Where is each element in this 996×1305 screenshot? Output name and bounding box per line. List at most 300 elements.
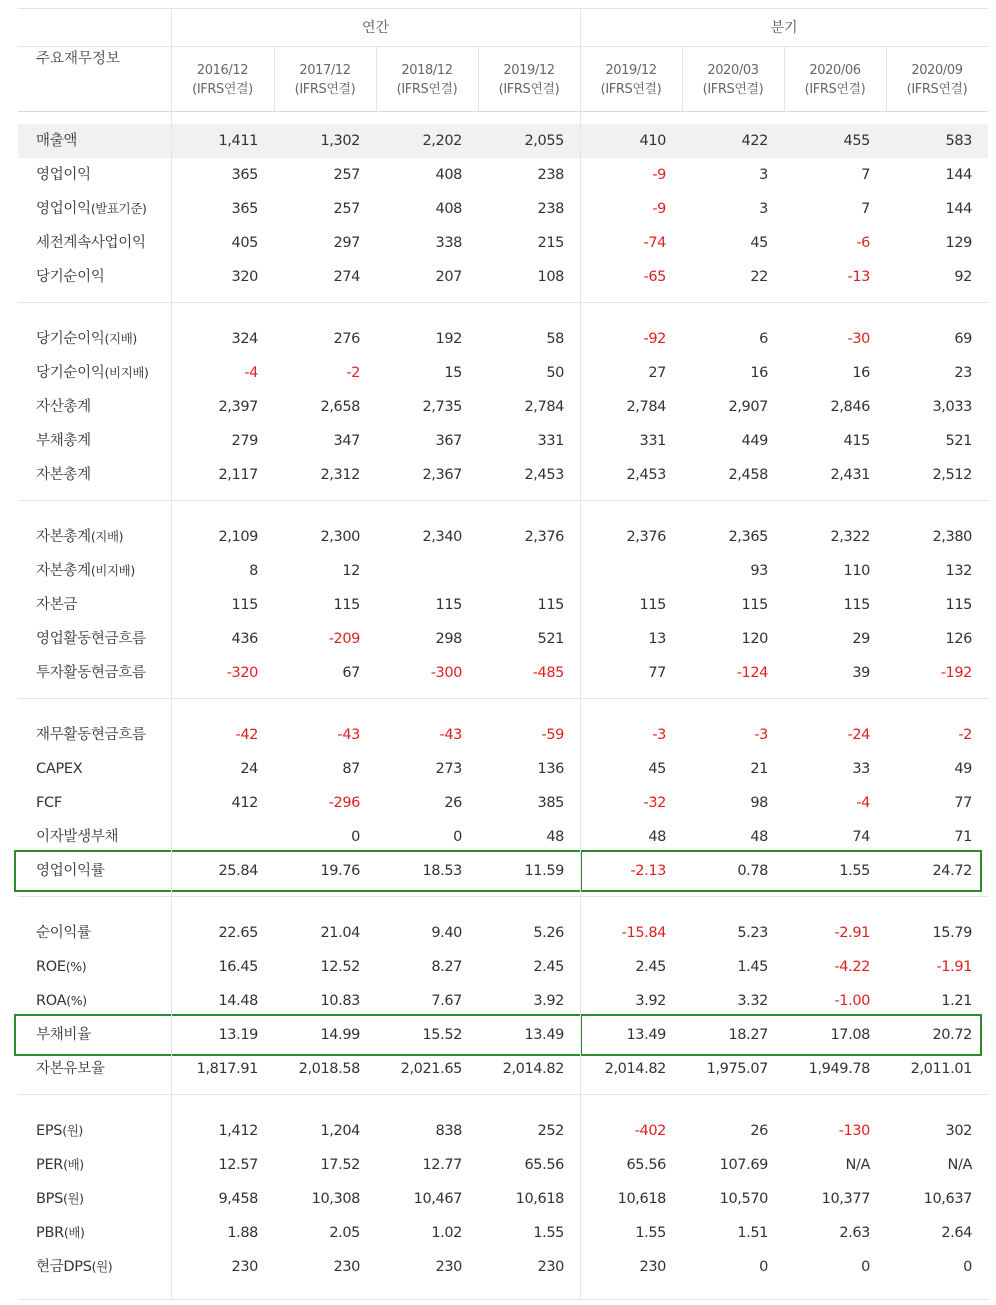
- table-cell: 12.57: [218, 1157, 258, 1173]
- row-label: [18, 1148, 171, 1182]
- table-cell: 3.32: [737, 993, 768, 1009]
- table-cell: 331: [639, 433, 666, 449]
- table-cell: 17.52: [320, 1157, 360, 1173]
- table-cell: -2: [346, 365, 360, 381]
- table-cell: 110: [843, 563, 870, 579]
- header-group-quarterly: 분기: [770, 20, 798, 36]
- table-row: [18, 588, 988, 622]
- table-row: [18, 1052, 988, 1086]
- period-basis: (IFRS연결): [498, 82, 560, 97]
- row-label-name: ROE: [36, 959, 66, 975]
- table-cell: 2,380: [932, 529, 972, 545]
- table-cell: -192: [940, 665, 972, 681]
- table-cell: 2.63: [839, 1225, 870, 1241]
- row-label-suffix: (비지배): [90, 563, 135, 578]
- table-cell: -1.91: [936, 959, 972, 975]
- table-cell: 7.67: [431, 993, 462, 1009]
- table-cell: 2,021.65: [400, 1061, 462, 1077]
- row-label-suffix: (발표기준): [90, 201, 147, 216]
- row-label-suffix: (배): [63, 1157, 84, 1172]
- table-cell: 5.26: [533, 925, 564, 941]
- table-cell: 2,658: [320, 399, 360, 415]
- row-label-suffix: (배): [63, 1225, 85, 1240]
- table-cell: 0.78: [737, 863, 768, 879]
- table-cell: 87: [342, 761, 360, 777]
- period-date: 2018/12: [401, 63, 453, 78]
- header-period: [682, 47, 784, 113]
- table-cell: 132: [945, 563, 972, 579]
- table-row: [18, 322, 988, 356]
- period-basis: (IFRS연결): [702, 82, 764, 97]
- row-label: [18, 916, 171, 950]
- period-basis: (IFRS연결): [600, 82, 662, 97]
- table-title: 주요재무정보: [36, 51, 121, 67]
- row-label-name: 영업활동현금흐름: [36, 631, 146, 647]
- table-cell: 320: [231, 269, 258, 285]
- table-cell: -209: [328, 631, 360, 647]
- table-cell: -65: [643, 269, 666, 285]
- table-cell: 14.99: [320, 1027, 360, 1043]
- table-cell: 2,312: [320, 467, 360, 483]
- table-cell: 10,570: [719, 1191, 768, 1207]
- row-label: [18, 1216, 171, 1250]
- table-cell: 10,618: [617, 1191, 666, 1207]
- table-cell: 0: [759, 1259, 768, 1275]
- row-label: [18, 752, 171, 786]
- table-cell: 365: [231, 167, 258, 183]
- table-cell: 11.59: [524, 863, 564, 879]
- table-row: [18, 158, 988, 192]
- table-cell: 48: [750, 829, 768, 845]
- row-label-name: 영업이익률: [36, 863, 105, 879]
- table-cell: 16: [750, 365, 768, 381]
- table-cell: 257: [333, 167, 360, 183]
- table-cell: 338: [435, 235, 462, 251]
- row-label-name: FCF: [36, 795, 62, 811]
- table-row: [18, 192, 988, 226]
- table-cell: 1.02: [431, 1225, 462, 1241]
- table-cell: 13.19: [218, 1027, 258, 1043]
- table-cell: 45: [648, 761, 666, 777]
- table-cell: 0: [963, 1259, 972, 1275]
- table-cell: 0: [861, 1259, 870, 1275]
- period-date: 2020/09: [911, 63, 963, 78]
- table-cell: 3,033: [932, 399, 972, 415]
- table-cell: 2,322: [830, 529, 870, 545]
- table-cell: 252: [537, 1123, 564, 1139]
- table-cell: 3.92: [533, 993, 564, 1009]
- table-row: [18, 1250, 988, 1284]
- table-cell: 9,458: [218, 1191, 258, 1207]
- period-basis: (IFRS연결): [906, 82, 968, 97]
- row-label: [18, 622, 171, 656]
- table-cell: -2.91: [834, 925, 870, 941]
- row-label: [18, 390, 171, 424]
- table-row: [18, 390, 988, 424]
- table-cell: 5.23: [737, 925, 768, 941]
- row-label: [18, 718, 171, 752]
- row-label: [18, 786, 171, 820]
- table-cell: 108: [537, 269, 564, 285]
- table-cell: 2,453: [626, 467, 666, 483]
- table-cell: 521: [537, 631, 564, 647]
- row-label: [18, 322, 171, 356]
- table-cell: 838: [435, 1123, 462, 1139]
- table-cell: 10.83: [320, 993, 360, 1009]
- table-cell: 2,512: [932, 467, 972, 483]
- table-cell: 2,735: [422, 399, 462, 415]
- table-cell: 215: [537, 235, 564, 251]
- table-cell: -2.13: [630, 863, 666, 879]
- table-row: [18, 752, 988, 786]
- row-label: [18, 950, 171, 984]
- row-label: [18, 1182, 171, 1216]
- table-cell: 2,784: [524, 399, 564, 415]
- table-cell: 77: [648, 665, 666, 681]
- table-cell: 16.45: [218, 959, 258, 975]
- row-label: [18, 1018, 171, 1052]
- table-cell: -6: [856, 235, 870, 251]
- table-cell: 15.52: [422, 1027, 462, 1043]
- table-cell: 120: [741, 631, 768, 647]
- table-cell: 26: [750, 1123, 768, 1139]
- table-cell: -15.84: [621, 925, 666, 941]
- table-cell: 2,458: [728, 467, 768, 483]
- header-period-row: [18, 46, 988, 113]
- row-label-name: 투자활동현금흐름: [36, 665, 146, 681]
- table-cell: 93: [750, 563, 768, 579]
- table-cell: 39: [852, 665, 870, 681]
- column-divider: [274, 46, 275, 112]
- table-cell: 230: [537, 1259, 564, 1275]
- header-period: [886, 47, 988, 113]
- table-cell: 15: [444, 365, 462, 381]
- table-cell: 2,365: [728, 529, 768, 545]
- section-divider: [18, 302, 988, 303]
- column-divider: [784, 46, 785, 112]
- row-label-suffix: (지배): [104, 331, 137, 346]
- row-label-name: PER: [36, 1157, 64, 1173]
- table-cell: 115: [741, 597, 768, 613]
- table-row: [18, 1182, 988, 1216]
- table-cell: 144: [945, 167, 972, 183]
- table-cell: 115: [333, 597, 360, 613]
- section-divider: [18, 896, 988, 897]
- header-period: [478, 47, 580, 113]
- table-cell: 27: [648, 365, 666, 381]
- table-cell: 2,453: [524, 467, 564, 483]
- row-label: [18, 554, 171, 588]
- table-cell: 92: [954, 269, 972, 285]
- table-cell: -74: [643, 235, 666, 251]
- table-cell: -3: [754, 727, 768, 743]
- table-cell: 2,367: [422, 467, 462, 483]
- header-period: [784, 47, 886, 113]
- period-date: 2016/12: [196, 63, 249, 78]
- table-cell: 48: [546, 829, 564, 845]
- row-label-name: 재무활동현금흐름: [36, 727, 146, 743]
- table-cell: 230: [435, 1259, 462, 1275]
- table-cell: -2: [958, 727, 972, 743]
- table-cell: 45: [750, 235, 768, 251]
- row-label: [18, 458, 171, 492]
- table-cell: 2.45: [533, 959, 564, 975]
- table-row: [18, 1216, 988, 1250]
- period-date: 2017/12: [299, 63, 351, 78]
- table-cell: 23: [954, 365, 972, 381]
- table-cell: 67: [342, 665, 360, 681]
- table-cell: 10,308: [311, 1191, 360, 1207]
- table-row: [18, 854, 988, 888]
- column-divider: [478, 46, 479, 112]
- table-cell: 13: [648, 631, 666, 647]
- table-cell: 2.45: [635, 959, 666, 975]
- table-cell: 98: [750, 795, 768, 811]
- table-cell: -4: [244, 365, 258, 381]
- row-label-name: 매출액: [36, 133, 78, 149]
- table-cell: 0: [351, 829, 360, 845]
- table-cell: 13.49: [524, 1027, 564, 1043]
- table-row: [18, 1148, 988, 1182]
- table-cell: -296: [328, 795, 360, 811]
- table-cell: 18.27: [728, 1027, 768, 1043]
- row-label: [18, 984, 171, 1018]
- table-cell: -402: [634, 1123, 666, 1139]
- table-cell: 58: [546, 331, 564, 347]
- table-cell: -124: [736, 665, 768, 681]
- table-cell: -43: [337, 727, 360, 743]
- table-row: [18, 1018, 988, 1052]
- table-cell: 238: [537, 201, 564, 217]
- table-row: [18, 718, 988, 752]
- table-cell: 6: [759, 331, 768, 347]
- table-cell: 1,817.91: [196, 1061, 258, 1077]
- table-cell: 279: [231, 433, 258, 449]
- table-cell: -32: [643, 795, 666, 811]
- period-basis: (IFRS연결): [192, 82, 253, 97]
- table-row: [18, 786, 988, 820]
- table-cell: 422: [741, 133, 768, 149]
- table-cell: 126: [945, 631, 972, 647]
- table-cell: 238: [537, 167, 564, 183]
- row-label: [18, 588, 171, 622]
- table-cell: 77: [954, 795, 972, 811]
- table-cell: [580, 554, 682, 588]
- table-cell: 22.65: [218, 925, 258, 941]
- table-cell: 2,011.01: [910, 1061, 972, 1077]
- row-label: [18, 1114, 171, 1148]
- table-cell: 10,618: [515, 1191, 564, 1207]
- row-label-name: 현금DPS: [36, 1259, 92, 1275]
- table-cell: 7: [861, 201, 870, 217]
- row-label-name: EPS: [36, 1123, 63, 1139]
- table-cell: -9: [652, 167, 666, 183]
- table-row: [18, 124, 988, 158]
- table-cell: 69: [954, 331, 972, 347]
- period-basis: (IFRS연결): [804, 82, 866, 97]
- table-cell: 385: [537, 795, 564, 811]
- table-cell: N/A: [845, 1157, 870, 1173]
- table-cell: 26: [444, 795, 462, 811]
- table-cell: 129: [945, 235, 972, 251]
- row-label: [18, 820, 171, 854]
- table-row: [18, 226, 988, 260]
- table-cell: 455: [843, 133, 870, 149]
- table-cell: 583: [945, 133, 972, 149]
- table-cell: 324: [231, 331, 258, 347]
- table-cell: 365: [231, 201, 258, 217]
- table-cell: 412: [231, 795, 258, 811]
- table-cell: 367: [435, 433, 462, 449]
- table-cell: 1.88: [227, 1225, 258, 1241]
- column-divider: [171, 8, 172, 1300]
- table-cell: 408: [435, 167, 462, 183]
- row-label-suffix: (%): [65, 959, 87, 974]
- table-cell: 192: [435, 331, 462, 347]
- table-cell: 12.77: [422, 1157, 462, 1173]
- row-label-name: 자본금: [36, 597, 78, 613]
- table-cell: 16: [852, 365, 870, 381]
- row-label-name: ROA: [36, 993, 67, 1009]
- header-period: [274, 47, 376, 113]
- table-cell: 2,397: [218, 399, 258, 415]
- table-cell: 8: [249, 563, 258, 579]
- row-label-name: 이자발생부채: [36, 829, 119, 845]
- table-cell: -30: [847, 331, 870, 347]
- row-label: [18, 158, 171, 192]
- table-bottom-border: [18, 1299, 988, 1300]
- period-date: 2019/12: [503, 63, 555, 78]
- row-label-name: 자본총계: [36, 467, 91, 483]
- row-label-name: 부채총계: [36, 433, 91, 449]
- table-cell: 410: [639, 133, 666, 149]
- table-cell: 2,340: [422, 529, 462, 545]
- row-label-name: BPS: [36, 1191, 63, 1207]
- header-period: [376, 47, 478, 113]
- table-cell: 273: [435, 761, 462, 777]
- table-cell: 2,300: [320, 529, 360, 545]
- row-label: [18, 1052, 171, 1086]
- table-cell: 1,302: [320, 133, 360, 149]
- table-cell: 48: [648, 829, 666, 845]
- table-cell: 331: [537, 433, 564, 449]
- table-cell: 50: [546, 365, 564, 381]
- row-label: [18, 520, 171, 554]
- table-cell: [171, 820, 274, 854]
- table-cell: -300: [430, 665, 462, 681]
- table-cell: 274: [333, 269, 360, 285]
- table-cell: 20.72: [932, 1027, 972, 1043]
- row-label: [18, 1250, 171, 1284]
- table-cell: 2,055: [524, 133, 564, 149]
- table-cell: 2,784: [626, 399, 666, 415]
- table-cell: 3: [759, 167, 768, 183]
- table-cell: 521: [945, 433, 972, 449]
- section-divider: [18, 500, 988, 501]
- header-group-annual: 연간: [361, 20, 390, 36]
- table-cell: -92: [643, 331, 666, 347]
- row-label-name: 자산총계: [36, 399, 91, 415]
- table-cell: 3: [759, 201, 768, 217]
- table-cell: 49: [954, 761, 972, 777]
- row-label-name: 영업이익: [36, 201, 91, 217]
- table-cell: 2,376: [524, 529, 564, 545]
- table-cell: 13.49: [626, 1027, 666, 1043]
- row-label: [18, 260, 171, 294]
- table-cell: N/A: [947, 1157, 972, 1173]
- row-label-name: 부채비율: [36, 1027, 91, 1043]
- table-cell: -59: [541, 727, 564, 743]
- table-row: [18, 554, 988, 588]
- table-cell: 2,014.82: [604, 1061, 666, 1077]
- table-cell: 1.21: [941, 993, 972, 1009]
- column-divider: [580, 8, 581, 1300]
- row-label: [18, 424, 171, 458]
- table-cell: 136: [537, 761, 564, 777]
- table-cell: -3: [652, 727, 666, 743]
- row-label-name: 영업이익: [36, 167, 91, 183]
- table-cell: 115: [537, 597, 564, 613]
- table-cell: 2,109: [218, 529, 258, 545]
- row-label-name: 당기순이익: [36, 269, 105, 285]
- row-label: [18, 124, 171, 158]
- table-cell: 297: [333, 235, 360, 251]
- table-cell: -13: [847, 269, 870, 285]
- header-divider: [18, 111, 988, 112]
- table-cell: 21: [750, 761, 768, 777]
- table-cell: 24.72: [932, 863, 972, 879]
- table-cell: 1,975.07: [706, 1061, 768, 1077]
- table-cell: 302: [945, 1123, 972, 1139]
- table-cell: 1.55: [533, 1225, 564, 1241]
- table-cell: 298: [435, 631, 462, 647]
- table-cell: -42: [235, 727, 258, 743]
- row-label-name: 순이익률: [36, 925, 91, 941]
- table-cell: 74: [852, 829, 870, 845]
- table-cell: 21.04: [320, 925, 360, 941]
- table-row: [18, 984, 988, 1018]
- table-cell: 1,204: [320, 1123, 360, 1139]
- table-cell: 18.53: [422, 863, 462, 879]
- table-cell: 2,431: [830, 467, 870, 483]
- table-cell: 1.55: [635, 1225, 666, 1241]
- table-cell: 144: [945, 201, 972, 217]
- column-divider: [376, 46, 377, 112]
- table-cell: 1,411: [218, 133, 258, 149]
- row-label-name: PBR: [36, 1225, 64, 1241]
- row-label: [18, 656, 171, 690]
- row-label-name: CAPEX: [36, 761, 83, 777]
- table-cell: 2,202: [422, 133, 462, 149]
- table-cell: 2,846: [830, 399, 870, 415]
- table-cell: 19.76: [320, 863, 360, 879]
- table-cell: -130: [838, 1123, 870, 1139]
- column-divider: [886, 46, 887, 112]
- header-period: [580, 47, 682, 113]
- table-cell: 3.92: [635, 993, 666, 1009]
- table-cell: 230: [639, 1259, 666, 1275]
- header-group-row: [18, 8, 988, 47]
- table-cell: 2,117: [218, 467, 258, 483]
- table-cell: 436: [231, 631, 258, 647]
- table-row: [18, 622, 988, 656]
- row-label-name: 당기순이익: [36, 331, 105, 347]
- table-cell: 1.51: [737, 1225, 768, 1241]
- table-cell: 71: [954, 829, 972, 845]
- table-cell: 2,376: [626, 529, 666, 545]
- table-cell: -4.22: [834, 959, 870, 975]
- row-label-name: 당기순이익: [36, 365, 105, 381]
